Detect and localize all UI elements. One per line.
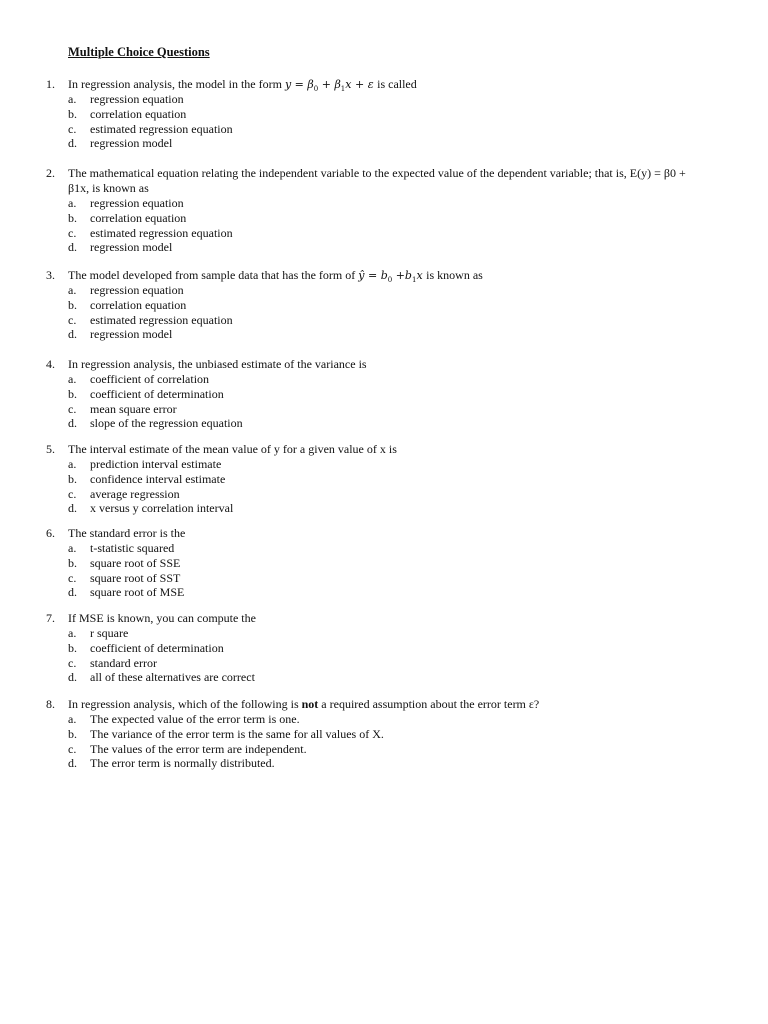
option-letter: a. — [68, 457, 77, 471]
option-c — [0, 656, 768, 671]
question-text-after: is known as — [426, 268, 483, 282]
formula-y: y — [284, 78, 292, 91]
option-letter: d. — [68, 416, 77, 431]
option-text: r square — [90, 626, 129, 640]
option-letter: c. — [68, 570, 77, 585]
option-letter: a. — [68, 626, 77, 640]
option-b — [0, 107, 768, 122]
option-c — [0, 313, 768, 328]
option-letter: d. — [68, 136, 77, 151]
question-stem — [0, 166, 768, 181]
option-c — [0, 226, 768, 241]
option-c — [0, 122, 768, 137]
question-text: In regression analysis, the unbiased estimate of the variance is — [68, 357, 367, 371]
option-text: coefficient of determination — [90, 386, 224, 401]
option-letter: b. — [68, 471, 77, 486]
question-number: 4. — [46, 357, 55, 371]
option-letter: b. — [68, 726, 77, 741]
option-letter: a. — [68, 92, 77, 106]
formula-beta1: β — [334, 78, 341, 91]
option-text: correlation equation — [90, 210, 187, 225]
question-text-before: In regression analysis, the model in the form — [68, 77, 282, 91]
question-text-after: is called — [377, 77, 417, 91]
option-text: regression model — [90, 240, 173, 255]
formula-b0: b — [380, 269, 388, 282]
formula-x: x — [416, 269, 423, 282]
option-b — [0, 556, 768, 571]
option-a — [0, 372, 768, 387]
formula-x: x — [345, 78, 352, 91]
question-stem — [0, 611, 768, 626]
question-number: 8. — [46, 697, 55, 711]
option-d — [0, 416, 768, 431]
option-letter: b. — [68, 297, 77, 312]
question-number: 6. — [46, 526, 55, 540]
option-letter: a. — [68, 541, 77, 555]
question-text-before: In regression analysis, which of the following is — [68, 697, 299, 711]
question-7 — [0, 611, 768, 685]
option-b — [0, 298, 768, 313]
option-letter: d. — [68, 670, 77, 685]
question-number: 1. — [46, 77, 55, 91]
question-text: The mathematical equation relating the independent variable to the expected value of the dependent variable; that is, E(y) = β0 + — [68, 166, 686, 180]
option-text: estimated regression equation — [90, 121, 233, 136]
question-stem — [0, 77, 768, 92]
option-text: The expected value of the error term is one. — [90, 712, 300, 726]
formula-b1-subscript: 1 — [411, 276, 417, 285]
formula-plus: + — [354, 78, 365, 91]
formula-equals: = — [367, 269, 378, 282]
option-text: correlation equation — [90, 297, 187, 312]
option-letter: c. — [68, 121, 77, 136]
formula-plus: + — [395, 269, 405, 282]
option-text: The values of the error term are independent. — [90, 741, 307, 756]
question-1 — [0, 77, 768, 151]
question-number: 2. — [46, 166, 55, 180]
question-3 — [0, 268, 768, 342]
option-letter: b. — [68, 640, 77, 655]
option-d — [0, 501, 768, 516]
option-text: The variance of the error term is the same for all values of X. — [90, 726, 384, 741]
option-b — [0, 727, 768, 742]
formula-beta0: β — [307, 78, 314, 91]
option-letter: b. — [68, 386, 77, 401]
option-letter: c. — [68, 225, 77, 240]
option-d — [0, 670, 768, 685]
question-text — [68, 697, 539, 712]
option-letter: a. — [68, 372, 77, 386]
option-letter: b. — [68, 106, 77, 121]
formula-b0-subscript: 0 — [387, 276, 393, 285]
option-letter: c. — [68, 741, 77, 756]
option-letter: a. — [68, 196, 77, 210]
formula-epsilon: ε — [367, 78, 374, 91]
formula-b1: b — [404, 269, 412, 282]
question-6 — [0, 526, 768, 600]
option-d — [0, 136, 768, 151]
option-text: prediction interval estimate — [90, 457, 222, 471]
option-text: The error term is normally distributed. — [90, 756, 275, 771]
option-b — [0, 387, 768, 402]
question-stem — [0, 268, 768, 283]
option-c — [0, 571, 768, 586]
option-a — [0, 196, 768, 211]
option-d — [0, 756, 768, 771]
option-letter: b. — [68, 210, 77, 225]
regression-model-formula — [284, 78, 377, 94]
option-text: confidence interval estimate — [90, 471, 226, 486]
option-a — [0, 541, 768, 556]
formula-y-hat: ŷ — [358, 269, 365, 282]
question-5 — [0, 442, 768, 516]
option-text: x versus y correlation interval — [90, 501, 234, 516]
option-text: coefficient of correlation — [90, 372, 210, 386]
option-c — [0, 402, 768, 417]
question-number: 3. — [46, 268, 55, 282]
option-text: all of these alternatives are correct — [90, 670, 255, 685]
option-text: square root of SST — [90, 570, 181, 585]
option-d — [0, 327, 768, 342]
option-text: square root of SSE — [90, 555, 181, 570]
option-text: regression equation — [90, 92, 184, 106]
option-text: regression equation — [90, 196, 184, 210]
option-text: regression model — [90, 136, 173, 151]
option-letter: d. — [68, 585, 77, 600]
option-d — [0, 240, 768, 255]
option-c — [0, 487, 768, 502]
option-letter: d. — [68, 327, 77, 342]
option-letter: c. — [68, 401, 77, 416]
question-text-after: a required assumption about the error term ε? — [321, 697, 540, 711]
formula-beta0-subscript: 0 — [313, 85, 319, 94]
question-8 — [0, 697, 768, 771]
formula-plus: + — [321, 78, 331, 91]
option-text: regression equation — [90, 283, 184, 297]
question-text: The standard error is the — [68, 526, 186, 540]
question-text: If MSE is known, you can compute the — [68, 611, 256, 625]
question-text-continued: β1x, is known as — [68, 181, 149, 195]
option-letter: d. — [68, 240, 77, 255]
option-text: coefficient of determination — [90, 640, 224, 655]
option-a — [0, 626, 768, 641]
option-c — [0, 742, 768, 757]
option-text: mean square error — [90, 401, 177, 416]
option-text: standard error — [90, 655, 157, 670]
option-text: t-statistic squared — [90, 541, 175, 555]
question-stem — [0, 697, 768, 712]
option-b — [0, 472, 768, 487]
option-text: slope of the regression equation — [90, 416, 243, 431]
option-a — [0, 283, 768, 298]
question-stem — [0, 357, 768, 372]
option-letter: d. — [68, 501, 77, 516]
option-b — [0, 641, 768, 656]
option-text: correlation equation — [90, 106, 187, 121]
option-letter: a. — [68, 283, 77, 297]
question-text-emphasis: not — [301, 697, 319, 711]
question-stem — [0, 442, 768, 457]
question-text-before: The model developed from sample data that has the form of — [68, 268, 356, 282]
option-letter: c. — [68, 486, 77, 501]
page-title: Multiple Choice Questions — [68, 45, 210, 59]
option-letter: d. — [68, 756, 77, 771]
option-text: square root of MSE — [90, 585, 185, 600]
option-text: average regression — [90, 486, 180, 501]
option-text: estimated regression equation — [90, 225, 233, 240]
question-number: 5. — [46, 442, 55, 456]
option-text: estimated regression equation — [90, 312, 233, 327]
question-text: The interval estimate of the mean value of y for a given value of x is — [68, 442, 397, 456]
option-d — [0, 585, 768, 600]
option-b — [0, 211, 768, 226]
option-letter: c. — [68, 312, 77, 327]
question-number: 7. — [46, 611, 55, 625]
option-letter: c. — [68, 655, 77, 670]
formula-beta1-subscript: 1 — [340, 85, 346, 94]
formula-equals: = — [294, 78, 304, 91]
estimated-regression-formula — [358, 269, 426, 285]
option-letter: b. — [68, 555, 77, 570]
option-letter: a. — [68, 712, 77, 726]
option-a — [0, 712, 768, 727]
option-text: regression model — [90, 327, 173, 342]
option-a — [0, 457, 768, 472]
question-2 — [0, 166, 768, 255]
question-stem — [0, 526, 768, 541]
option-a — [0, 92, 768, 107]
question-4 — [0, 357, 768, 431]
